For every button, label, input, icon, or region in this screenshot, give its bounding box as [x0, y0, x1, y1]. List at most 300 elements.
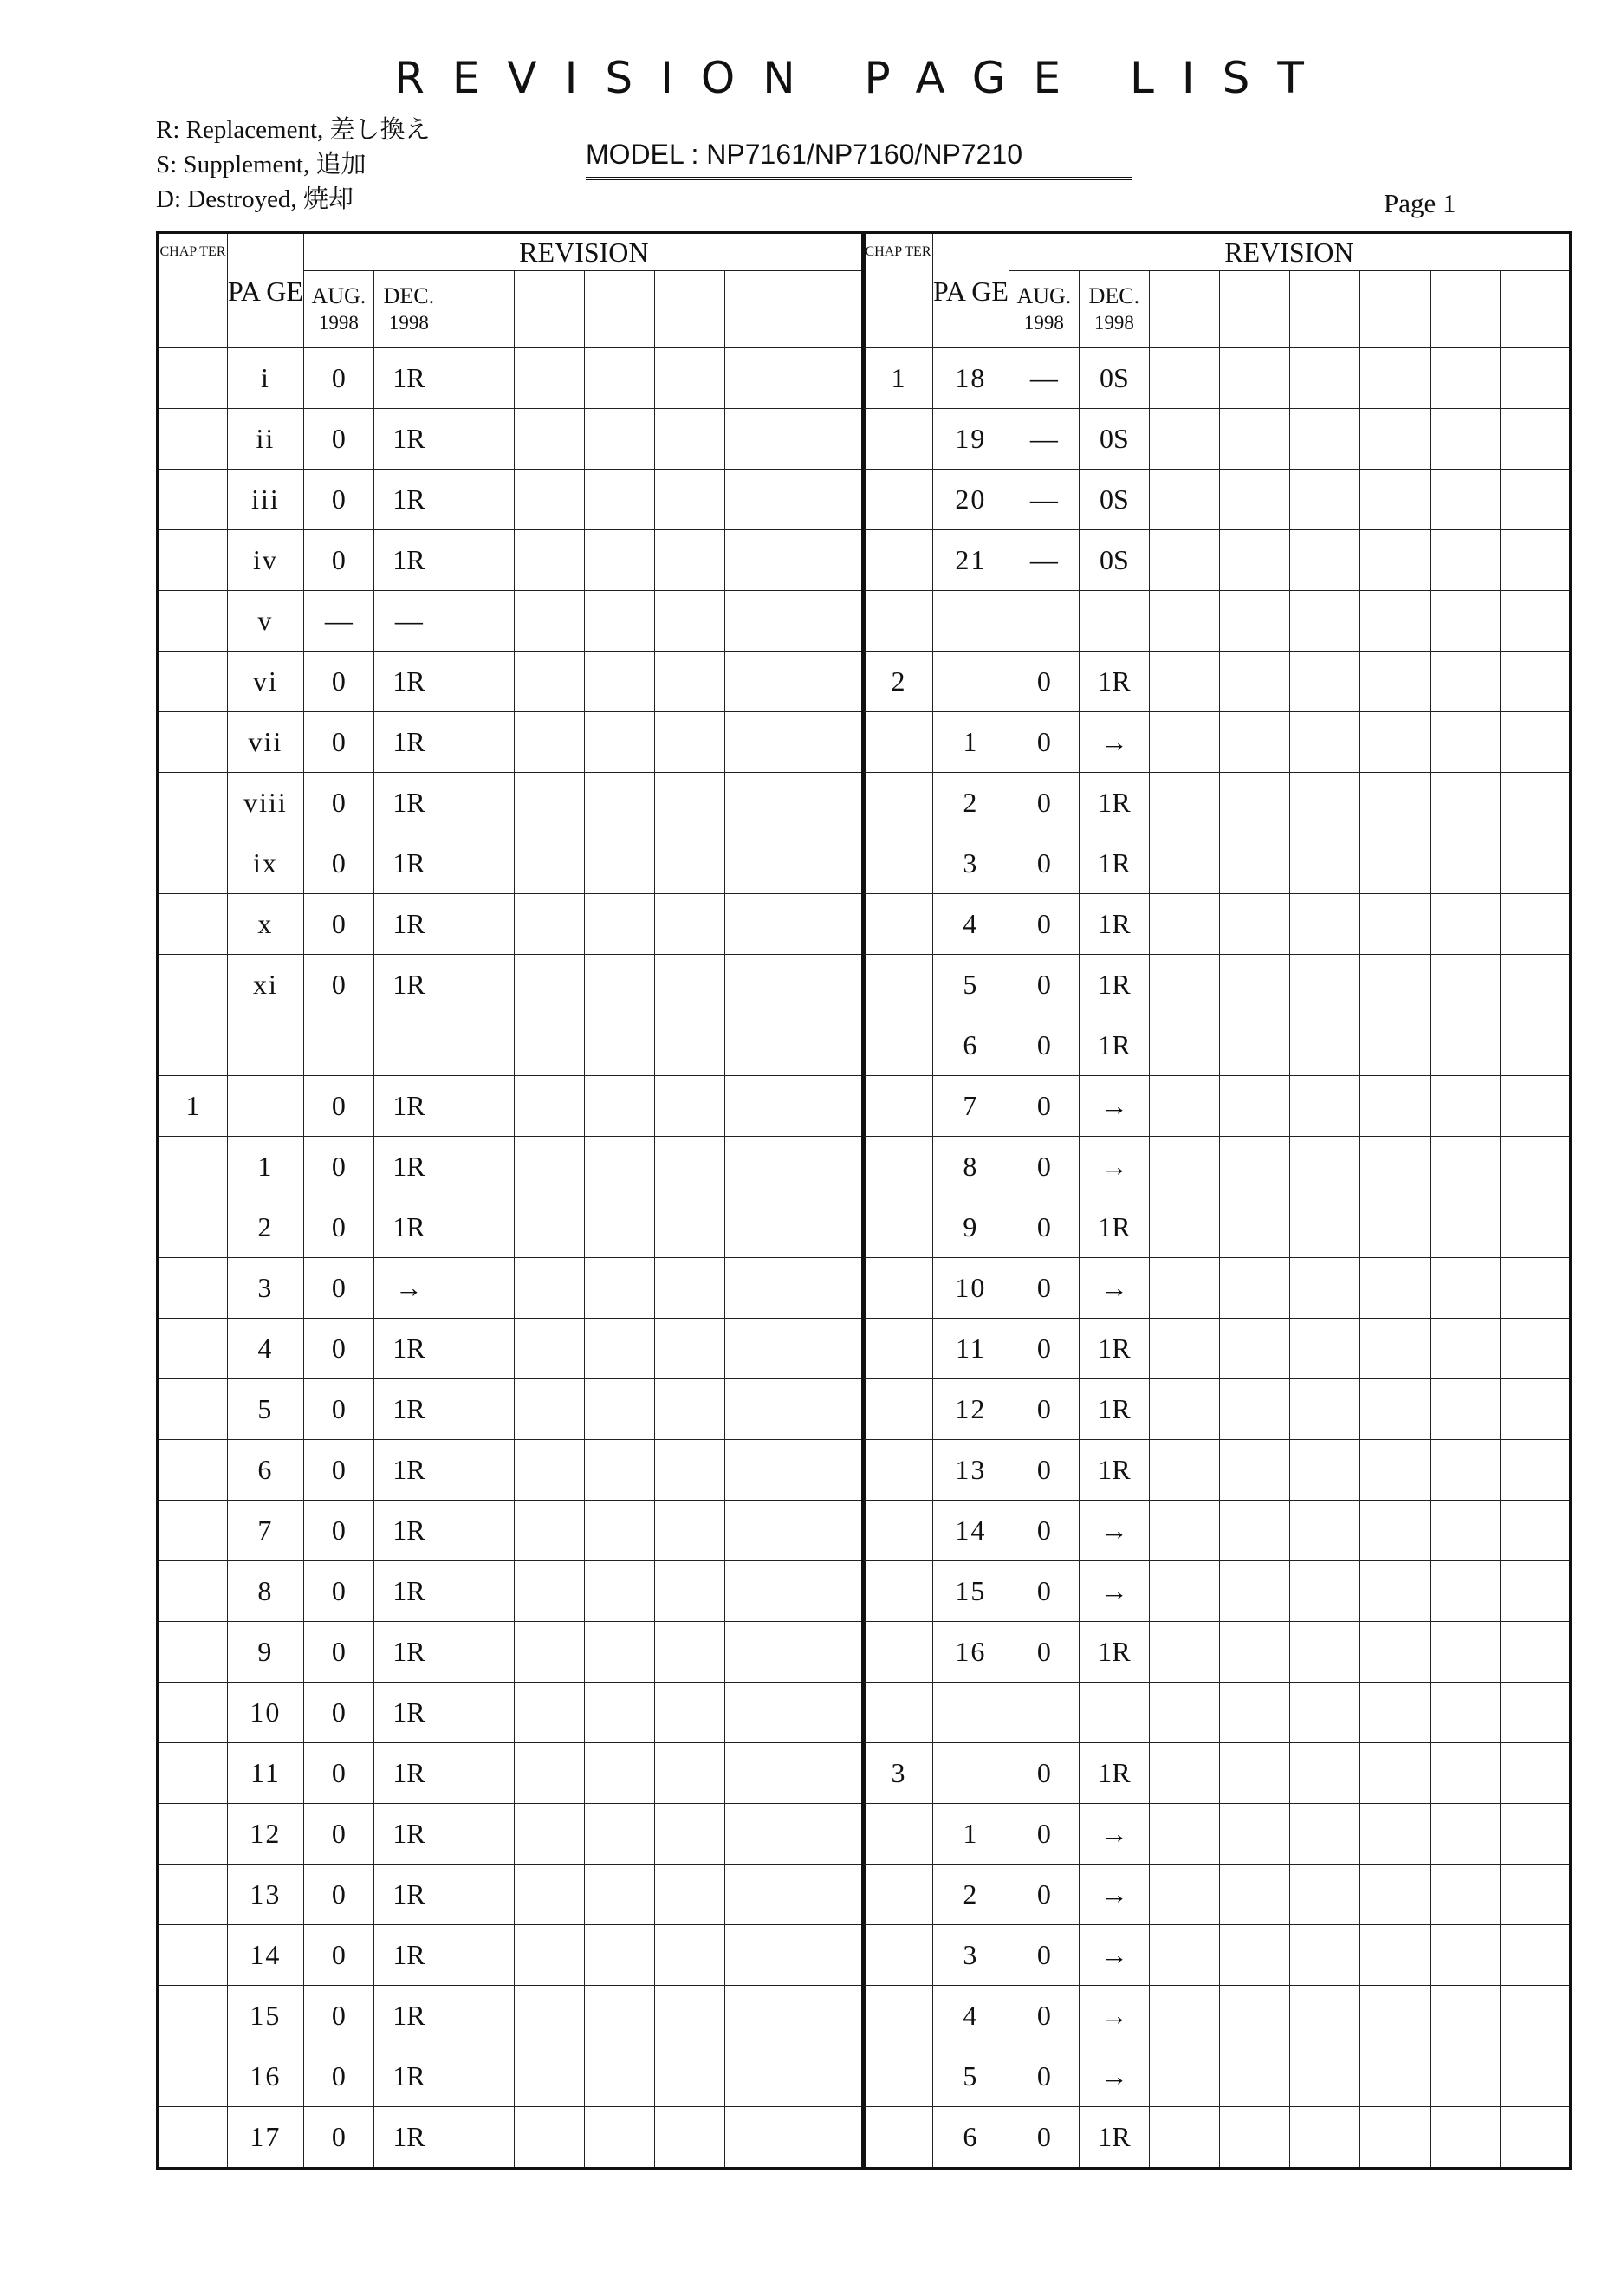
revision-empty-cell	[724, 773, 795, 833]
revision-empty-cell	[584, 1258, 654, 1319]
revision-empty-cell	[654, 2107, 724, 2169]
revision-empty-cell	[1430, 470, 1500, 530]
revision-empty-cell	[584, 409, 654, 470]
revision-empty-cell	[514, 2046, 584, 2107]
revision-empty-cell	[514, 1743, 584, 1804]
page-cell: ii	[228, 409, 304, 470]
page-header: PA GE	[228, 233, 304, 348]
revision-dec-1998-cell: —	[373, 591, 444, 652]
revision-empty-cell	[1149, 773, 1219, 833]
revision-empty-cell	[1359, 348, 1430, 409]
chapter-cell	[863, 894, 933, 955]
chapter-cell	[158, 470, 228, 530]
revision-empty-cell	[795, 652, 865, 712]
chapter-cell	[863, 1622, 933, 1683]
revision-empty-cell	[1430, 1986, 1500, 2046]
revision-empty-cell	[1430, 1258, 1500, 1319]
revision-empty-cell	[724, 409, 795, 470]
revision-empty-cell	[1500, 1561, 1570, 1622]
revision-empty-cell	[1500, 1501, 1570, 1561]
chapter-cell: 2	[863, 652, 933, 712]
revision-aug-1998-cell: 0	[1009, 894, 1079, 955]
revision-dec-1998-cell: →	[1079, 1561, 1149, 1622]
revision-empty-cell	[1219, 773, 1289, 833]
chapter-cell	[158, 1986, 228, 2046]
revision-aug-1998-cell: 0	[303, 894, 373, 955]
revision-dec-1998-cell: 1R	[373, 1501, 444, 1561]
revision-empty-cell	[795, 1197, 865, 1258]
page-cell: 10	[228, 1683, 304, 1743]
revision-empty-cell	[1289, 833, 1359, 894]
revision-empty-cell	[584, 1561, 654, 1622]
revision-empty-cell	[514, 348, 584, 409]
revision-empty-cell	[1289, 1501, 1359, 1561]
revision-empty-cell	[1149, 1076, 1219, 1137]
revision-dec-1998-cell: 1R	[1079, 894, 1149, 955]
revision-empty-cell	[654, 894, 724, 955]
revision-empty-cell	[1289, 591, 1359, 652]
chapter-cell	[158, 1561, 228, 1622]
page-cell: 6	[933, 2107, 1009, 2169]
revision-dec-1998-cell: 1R	[1079, 652, 1149, 712]
revision-empty-cell	[1359, 894, 1430, 955]
revision-empty-cell	[1289, 348, 1359, 409]
page-cell: 15	[933, 1561, 1009, 1622]
revision-empty-cell	[584, 470, 654, 530]
revision-empty-cell	[1289, 409, 1359, 470]
table-row	[158, 2046, 866, 2107]
revision-dec-1998-cell: →	[373, 1258, 444, 1319]
revision-empty-cell	[724, 530, 795, 591]
revision-dec-1998-cell: 0S	[1079, 348, 1149, 409]
revision-empty-cell	[1359, 1258, 1430, 1319]
revision-empty-cell	[514, 1319, 584, 1379]
revision-empty-cell	[654, 1258, 724, 1319]
revision-empty-cell	[584, 530, 654, 591]
revision-empty-cell	[1359, 2107, 1430, 2169]
revision-empty-cell	[1289, 470, 1359, 530]
revision-empty-cell	[444, 2107, 514, 2169]
revision-empty-cell	[584, 2046, 654, 2107]
revision-aug-1998-cell: 0	[303, 1197, 373, 1258]
revision-empty-cell	[724, 591, 795, 652]
revision-empty-cell	[584, 1501, 654, 1561]
revision-empty-cell	[1500, 1197, 1570, 1258]
revision-empty-cell	[795, 955, 865, 1015]
chapter-cell	[863, 1501, 933, 1561]
revision-aug-1998-cell: 0	[303, 1137, 373, 1197]
revision-empty-cell	[1149, 833, 1219, 894]
page-number: Page 1	[1384, 188, 1457, 218]
table-row	[158, 894, 866, 955]
revision-empty-cell	[444, 773, 514, 833]
revision-empty-cell	[514, 652, 584, 712]
page-cell: 9	[228, 1622, 304, 1683]
revision-dec-1998-cell: 1R	[1079, 833, 1149, 894]
revision-dec-1998-cell: 1R	[1079, 1015, 1149, 1076]
revision-empty-cell	[1289, 1440, 1359, 1501]
revision-date-empty	[724, 271, 795, 348]
revision-empty-cell	[584, 1319, 654, 1379]
revision-aug-1998-cell: 0	[303, 955, 373, 1015]
revision-empty-cell	[654, 1197, 724, 1258]
revision-aug-1998-cell: —	[303, 591, 373, 652]
revision-aug-1998-cell: 0	[1009, 1379, 1079, 1440]
revision-dec-1998-cell: →	[1079, 1137, 1149, 1197]
table-row	[158, 1804, 866, 1865]
revision-empty-cell	[1149, 1501, 1219, 1561]
revision-empty-cell	[724, 652, 795, 712]
revision-empty-cell	[444, 894, 514, 955]
revision-empty-cell	[1359, 409, 1430, 470]
revision-aug-1998-cell: —	[1009, 530, 1079, 591]
revision-empty-cell	[1149, 591, 1219, 652]
revision-empty-cell	[1500, 955, 1570, 1015]
revision-dec-1998-cell: 1R	[1079, 1622, 1149, 1683]
revision-empty-cell	[1359, 1865, 1430, 1925]
revision-empty-cell	[514, 1137, 584, 1197]
revision-empty-cell	[1219, 1561, 1289, 1622]
page-cell: 16	[228, 2046, 304, 2107]
chapter-cell: 1	[158, 1076, 228, 1137]
revision-empty-cell	[724, 1865, 795, 1925]
revision-empty-cell	[514, 1015, 584, 1076]
revision-empty-cell	[444, 1561, 514, 1622]
revision-date-empty	[1430, 271, 1500, 348]
revision-empty-cell	[795, 1622, 865, 1683]
revision-dec-1998-cell: 1R	[373, 773, 444, 833]
page-cell: i	[228, 348, 304, 409]
revision-empty-cell	[1359, 1197, 1430, 1258]
revision-aug-1998-cell: 0	[303, 1258, 373, 1319]
table-row	[158, 1379, 866, 1440]
revision-empty-cell	[514, 773, 584, 833]
chapter-cell: 1	[863, 348, 933, 409]
revision-empty-cell	[1500, 1804, 1570, 1865]
revision-empty-cell	[1430, 1561, 1500, 1622]
revision-aug-1998-cell: 0	[1009, 1865, 1079, 1925]
chapter-cell	[158, 773, 228, 833]
table-row	[863, 1561, 1571, 1622]
revision-empty-cell	[654, 1015, 724, 1076]
revision-empty-cell	[444, 1501, 514, 1561]
revision-empty-cell	[1219, 1622, 1289, 1683]
chapter-cell	[863, 1258, 933, 1319]
revision-empty-cell	[1430, 409, 1500, 470]
revision-empty-cell	[1430, 955, 1500, 1015]
chapter-cell	[158, 894, 228, 955]
revision-empty-cell	[654, 1561, 724, 1622]
revision-empty-cell	[1359, 1622, 1430, 1683]
revision-empty-cell	[654, 470, 724, 530]
revision-empty-cell	[444, 712, 514, 773]
page-cell: 2	[228, 1197, 304, 1258]
revision-empty-cell	[1219, 652, 1289, 712]
revision-empty-cell	[1500, 1440, 1570, 1501]
revision-dec-1998-cell: →	[1079, 1986, 1149, 2046]
chapter-cell	[158, 1440, 228, 1501]
chapter-cell	[863, 833, 933, 894]
revision-dec-1998-cell: 1R	[1079, 2107, 1149, 2169]
revision-aug-1998-cell: 0	[303, 1319, 373, 1379]
revision-empty-cell	[1430, 1015, 1500, 1076]
revision-dec-1998-cell: 1R	[373, 1925, 444, 1986]
table-row	[158, 1683, 866, 1743]
table-row	[863, 1440, 1571, 1501]
revision-empty-cell	[724, 955, 795, 1015]
table-row	[863, 1501, 1571, 1561]
revision-empty-cell	[795, 1258, 865, 1319]
revision-empty-cell	[1149, 1319, 1219, 1379]
revision-empty-cell	[444, 1015, 514, 1076]
chapter-cell	[863, 409, 933, 470]
revision-empty-cell	[584, 1986, 654, 2046]
page-cell: 13	[228, 1865, 304, 1925]
table-row	[158, 409, 866, 470]
revision-empty-cell	[1359, 955, 1430, 1015]
revision-empty-cell	[654, 1865, 724, 1925]
revision-dec-1998-cell: 1R	[373, 894, 444, 955]
revision-aug-1998-cell: 0	[303, 1501, 373, 1561]
revision-empty-cell	[795, 712, 865, 773]
page-cell: 1	[933, 712, 1009, 773]
chapter-cell	[863, 1683, 933, 1743]
revision-date-empty	[584, 271, 654, 348]
revision-empty-cell	[1149, 1197, 1219, 1258]
chapter-cell	[158, 348, 228, 409]
revision-empty-cell	[1500, 1258, 1570, 1319]
table-row	[863, 348, 1571, 409]
revision-empty-cell	[1430, 1076, 1500, 1137]
revision-dec-1998-cell: 1R	[373, 1561, 444, 1622]
revision-aug-1998-cell: 0	[1009, 2107, 1079, 2169]
revision-date-empty	[444, 271, 514, 348]
revision-empty-cell	[1430, 833, 1500, 894]
page-cell: x	[228, 894, 304, 955]
revision-empty-cell	[1500, 530, 1570, 591]
revision-empty-cell	[444, 1865, 514, 1925]
table-row	[158, 652, 866, 712]
revision-empty-cell	[514, 409, 584, 470]
revision-dec-1998-cell: 1R	[373, 1440, 444, 1501]
page-cell: 18	[933, 348, 1009, 409]
revision-empty-cell	[584, 652, 654, 712]
revision-empty-cell	[724, 1501, 795, 1561]
revision-empty-cell	[1430, 1440, 1500, 1501]
revision-aug-1998-cell: 0	[1009, 1258, 1079, 1319]
revision-dec-1998-cell	[1079, 1683, 1149, 1743]
chapter-cell	[863, 955, 933, 1015]
revision-empty-cell	[724, 2046, 795, 2107]
chapter-cell	[863, 1137, 933, 1197]
revision-empty-cell	[1149, 1865, 1219, 1925]
chapter-cell	[158, 1501, 228, 1561]
revision-empty-cell	[1359, 1015, 1430, 1076]
revision-aug-1998-cell: 0	[1009, 955, 1079, 1015]
revision-empty-cell	[1430, 1925, 1500, 1986]
revision-aug-1998-cell: 0	[303, 2046, 373, 2107]
page-cell: vii	[228, 712, 304, 773]
revision-empty-cell	[1500, 1319, 1570, 1379]
revision-dec-1998-cell: 1R	[1079, 1440, 1149, 1501]
table-row	[863, 1865, 1571, 1925]
revision-empty-cell	[654, 652, 724, 712]
revision-empty-cell	[1289, 652, 1359, 712]
revision-empty-cell	[654, 955, 724, 1015]
revision-empty-cell	[654, 1440, 724, 1501]
chapter-cell	[863, 1865, 933, 1925]
revision-empty-cell	[795, 591, 865, 652]
revision-dec-1998-cell: 1R	[373, 1804, 444, 1865]
revision-empty-cell	[1430, 2046, 1500, 2107]
revision-empty-cell	[1359, 1925, 1430, 1986]
revision-empty-cell	[444, 1076, 514, 1137]
chapter-cell	[863, 1015, 933, 1076]
page-cell: 7	[933, 1076, 1009, 1137]
revision-empty-cell	[1219, 894, 1289, 955]
page-cell: 6	[933, 1015, 1009, 1076]
table-row	[158, 1015, 866, 1076]
revision-aug-1998-cell	[1009, 591, 1079, 652]
revision-empty-cell	[1500, 1076, 1570, 1137]
revision-empty-cell	[514, 1379, 584, 1440]
revision-empty-cell	[1219, 1258, 1289, 1319]
revision-empty-cell	[1500, 1986, 1570, 2046]
revision-aug-1998-cell: 0	[1009, 1986, 1079, 2046]
chapter-cell	[158, 1925, 228, 1986]
revision-empty-cell	[1219, 1683, 1289, 1743]
revision-empty-cell	[1430, 712, 1500, 773]
revision-empty-cell	[1289, 1015, 1359, 1076]
revision-empty-cell	[1219, 409, 1289, 470]
revision-dec-1998-cell: 1R	[373, 409, 444, 470]
revision-empty-cell	[1500, 773, 1570, 833]
revision-empty-cell	[654, 1986, 724, 2046]
table-row	[863, 1137, 1571, 1197]
revision-dec-1998-cell: →	[1079, 1865, 1149, 1925]
revision-empty-cell	[444, 1440, 514, 1501]
revision-empty-cell	[444, 1379, 514, 1440]
page-cell: 14	[933, 1501, 1009, 1561]
chapter-cell	[158, 2107, 228, 2169]
revision-empty-cell	[514, 1804, 584, 1865]
revision-empty-cell	[1500, 1683, 1570, 1743]
revision-aug-1998-cell: 0	[1009, 1076, 1079, 1137]
revision-empty-cell	[1149, 955, 1219, 1015]
chapter-cell	[863, 470, 933, 530]
page-cell: 3	[933, 1925, 1009, 1986]
revision-header: REVISION	[1009, 233, 1570, 271]
revision-empty-cell	[724, 1743, 795, 1804]
revision-dec-1998-cell: →	[1079, 1258, 1149, 1319]
revision-table-right	[861, 231, 1572, 2170]
revision-empty-cell	[724, 1925, 795, 1986]
revision-empty-cell	[654, 712, 724, 773]
revision-empty-cell	[1149, 409, 1219, 470]
revision-dec-1998-cell: 1R	[1079, 1743, 1149, 1804]
revision-empty-cell	[1500, 1925, 1570, 1986]
revision-empty-cell	[1430, 1197, 1500, 1258]
revision-empty-cell	[1149, 1622, 1219, 1683]
revision-empty-cell	[1219, 2107, 1289, 2169]
chapter-cell	[158, 955, 228, 1015]
revision-empty-cell	[1359, 652, 1430, 712]
revision-empty-cell	[1289, 773, 1359, 833]
revision-empty-cell	[514, 591, 584, 652]
revision-empty-cell	[654, 348, 724, 409]
table-row	[863, 2107, 1571, 2169]
page-cell: 8	[228, 1561, 304, 1622]
revision-empty-cell	[514, 1076, 584, 1137]
revision-empty-cell	[444, 409, 514, 470]
revision-empty-cell	[444, 591, 514, 652]
revision-date-dec-1998: DEC. 1998	[1079, 271, 1149, 348]
revision-empty-cell	[1430, 530, 1500, 591]
table-row	[158, 1925, 866, 1986]
chapter-cell	[863, 530, 933, 591]
page-cell: ix	[228, 833, 304, 894]
revision-empty-cell	[1219, 530, 1289, 591]
revision-empty-cell	[1289, 1683, 1359, 1743]
revision-dec-1998-cell: 1R	[373, 2046, 444, 2107]
revision-empty-cell	[1289, 2046, 1359, 2107]
revision-empty-cell	[795, 409, 865, 470]
revision-empty-cell	[1500, 409, 1570, 470]
revision-empty-cell	[584, 1865, 654, 1925]
revision-empty-cell	[1219, 1986, 1289, 2046]
revision-dec-1998-cell: 1R	[373, 1076, 444, 1137]
chapter-cell	[158, 1683, 228, 1743]
revision-empty-cell	[584, 894, 654, 955]
revision-empty-cell	[1359, 470, 1430, 530]
revision-empty-cell	[724, 1379, 795, 1440]
revision-empty-cell	[584, 2107, 654, 2169]
revision-empty-cell	[1289, 1925, 1359, 1986]
page-cell: 5	[933, 2046, 1009, 2107]
revision-empty-cell	[514, 1561, 584, 1622]
revision-empty-cell	[514, 2107, 584, 2169]
revision-date-aug-1998: AUG. 1998	[303, 271, 373, 348]
revision-empty-cell	[724, 1804, 795, 1865]
table-row	[158, 591, 866, 652]
page-cell: iv	[228, 530, 304, 591]
revision-dec-1998-cell: →	[1079, 712, 1149, 773]
revision-empty-cell	[584, 1743, 654, 1804]
model-label: MODEL : NP7161/NP7160/NP7210	[586, 137, 1132, 180]
revision-empty-cell	[724, 1319, 795, 1379]
revision-dec-1998-cell: 1R	[373, 530, 444, 591]
page-cell: 3	[933, 833, 1009, 894]
revision-empty-cell	[584, 1622, 654, 1683]
revision-empty-cell	[1289, 1622, 1359, 1683]
revision-empty-cell	[1430, 2107, 1500, 2169]
revision-aug-1998-cell: 0	[1009, 1197, 1079, 1258]
revision-empty-cell	[1289, 1743, 1359, 1804]
table-row	[863, 1743, 1571, 1804]
revision-aug-1998-cell: 0	[303, 470, 373, 530]
revision-empty-cell	[1359, 1076, 1430, 1137]
revision-date-empty	[1149, 271, 1219, 348]
revision-dec-1998-cell: 1R	[373, 1986, 444, 2046]
table-row	[863, 1319, 1571, 1379]
revision-empty-cell	[1359, 773, 1430, 833]
revision-aug-1998-cell: —	[1009, 348, 1079, 409]
revision-empty-cell	[1219, 2046, 1289, 2107]
table-row	[158, 348, 866, 409]
revision-empty-cell	[1430, 348, 1500, 409]
chapter-cell	[863, 1925, 933, 1986]
revision-empty-cell	[1149, 348, 1219, 409]
